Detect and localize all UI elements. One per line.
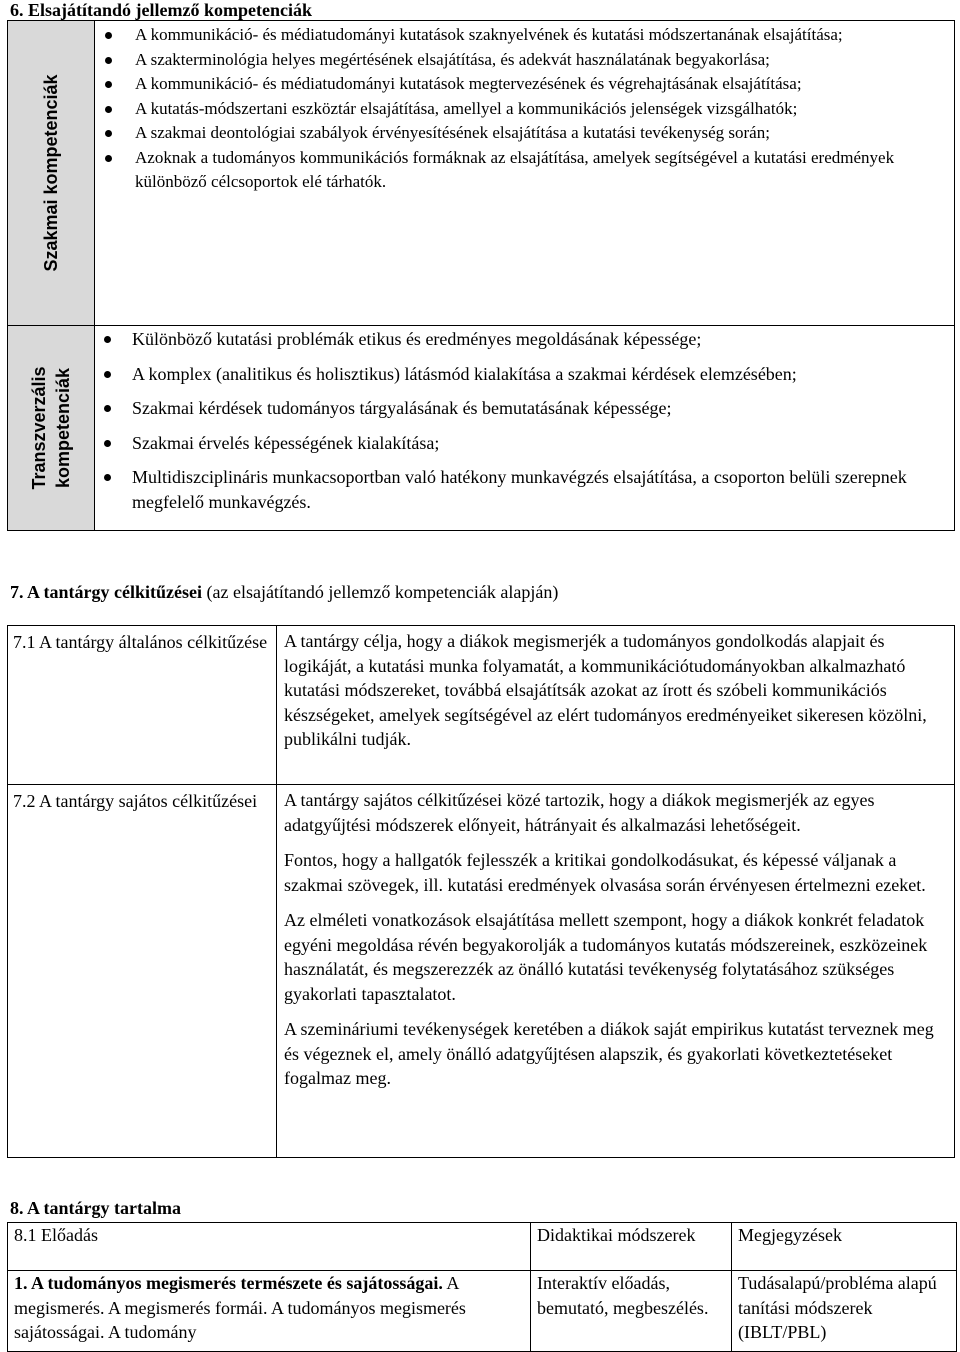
list-item: A kommunikáció- és médiatudományi kutatások megtervezésének és végrehajtásának elsajátítása; [95, 72, 948, 97]
specific-objectives-label: 7.2 A tantárgy sajátos célkitűzései [8, 785, 277, 1158]
header-lecture: 8.1 Előadás [8, 1223, 531, 1271]
transversal-row [8, 326, 955, 531]
transversal-label-line1: Transzverzális [29, 366, 49, 490]
header-didactic-methods: Didaktikai módszerek [531, 1223, 732, 1271]
section-6-title: 6. Elsajátítandó jellemző kompetenciák [10, 0, 312, 20]
objectives-table [7, 625, 955, 1158]
lecture-topic-cell [8, 1271, 531, 1352]
professional-row [8, 21, 955, 326]
professional-list [95, 23, 948, 195]
list-item: Különböző kutatási problémák etikus és eredményes megoldásának képessége; [95, 327, 948, 352]
transversal-label-cell [8, 326, 95, 531]
transversal-label-line2: kompetenciák [53, 367, 73, 489]
specific-paragraph: Az elméleti vonatkozások elsajátítása mellett szempont, hogy a diákok konkrét feladatok egyéni megoldása révén begyakorolják a tudományos kutatás módszereinek, eszközeinek használatát, és megszerezzék az önálló kutatási tevékenység folytatásához szükséges gyakorlati tapasztalatot. [284, 910, 928, 1004]
didactic-methods-cell: Interaktív előadás, bemutató, megbeszélés. [531, 1271, 732, 1352]
list-item: A szakterminológia helyes megértésének elsajátítása, és adekvát használatának begyakorlása; [95, 48, 948, 73]
specific-objectives-row [8, 785, 955, 1158]
header-remarks: Megjegyzések [732, 1223, 957, 1271]
list-item: A szakmai deontológiai szabályok érvényesítésének elsajátítása a kutatási tevékenység során; [95, 121, 948, 146]
general-objective-label: 7.1 A tantárgy általános célkitűzése [8, 626, 277, 785]
specific-objectives-text [277, 785, 955, 1158]
list-item: A kutatás-módszertani eszköztár elsajátítása, amellyel a kommunikációs jelenségek vizsgálhatók; [95, 97, 948, 122]
transversal-list [95, 327, 948, 514]
section-7-title: 7. A tantárgy célkitűzései (az elsajátítandó jellemző kompetenciák alapján) [10, 582, 559, 602]
list-item: A kommunikáció- és médiatudományi kutatások szaknyelvének és kutatási módszertanának elsajátítása; [95, 23, 948, 48]
professional-label-cell [8, 21, 95, 326]
content-header-row [8, 1223, 957, 1271]
list-item: Multidiszciplináris munkacsoportban való hatékony munkavégzés elsajátítása, a csoporton belüli szerepnek megfelelő munkavégzés. [95, 465, 948, 514]
general-objective-row [8, 626, 955, 785]
general-objective-text: A tantárgy célja, hogy a diákok megismerjék a tudományos gondolkodás alapjait és logikáját, a kutatási munka folyamatát, a kommunikációtudományokban alkalmazható kutatási módszereket, továbbá elsajátítsák azokat az írott és szóbeli kommunikációs készségeket, amelyek segítségével az elért tudományos eredményeiket sikeresen közölni, publikálni tudják. [277, 626, 955, 785]
list-item: Szakmai érvelés képességének kialakítása; [95, 431, 948, 456]
specific-paragraph: Fontos, hogy a hallgatók fejlesszék a kritikai gondolkodásukat, és képessé váljanak a szakmai szövegek, ill. kutatási eredmények olvasása során érvényesen értelmezni ezeket. [284, 850, 926, 895]
professional-label: Szakmai kompetenciák [41, 74, 61, 272]
specific-paragraph: A tantárgy sajátos célkitűzései közé tartozik, hogy a diákok megismerjék az egyes adatgyűjtési módszerek előnyeit, hátrányait és alkalmazási lehetőségeit. [284, 790, 875, 835]
transversal-list-cell [95, 326, 955, 531]
transversal-label [27, 366, 75, 489]
specific-paragraph: A szemináriumi tevékenységek keretében a diákok saját empirikus kutatást terveznek meg és végeznek el, amely önálló adatgyűjtésen alapszik, és gyakorlati következtetéseket fogalmaz meg. [284, 1019, 934, 1088]
list-item: Azoknak a tudományos kommunikációs formáknak az elsajátítása, amelyek segítségével a kutatási eredmények különböző célcsoportok elé tárhatók. [95, 146, 948, 195]
list-item: A komplex (analitikus és holisztikus) látásmód kialakítása a szakmai kérdések elemzésében; [95, 362, 948, 387]
remarks-cell: Tudásalapú/probléma alapú tanítási módszerek (IBLT/PBL) [732, 1271, 957, 1352]
section-8-title: 8. A tantárgy tartalma [10, 1198, 181, 1218]
professional-list-cell [95, 21, 955, 326]
table-row [8, 1271, 957, 1352]
lecture-topic-title: 1. A tudományos megismerés természete és sajátosságai. [14, 1273, 443, 1293]
content-table [7, 1222, 957, 1352]
list-item: Szakmai kérdések tudományos tárgyalásának és bemutatásának képessége; [95, 396, 948, 421]
lecture-topic-text: A megismerés. A megismerés formái. A tudományos megismerés sajátosságai. A tudomány [14, 1273, 466, 1342]
competencies-table [7, 20, 955, 531]
